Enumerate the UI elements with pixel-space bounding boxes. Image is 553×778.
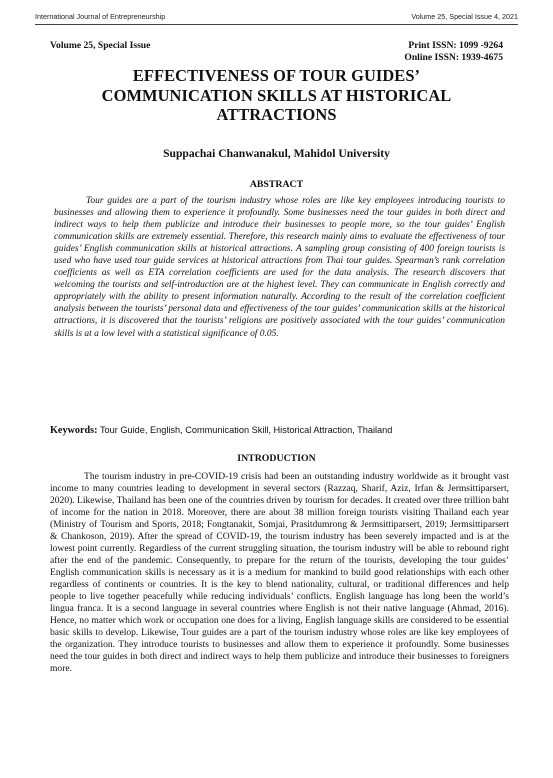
- volume-issue-year: Volume 25, Special Issue 4, 2021: [411, 12, 518, 21]
- title-line-1: EFFECTIVENESS OF TOUR GUIDES’: [132, 66, 421, 85]
- journal-name: International Journal of Entrepreneurship: [35, 12, 166, 21]
- abstract-heading: ABSTRACT: [249, 179, 304, 190]
- online-issn: Online ISSN: 1939-4675: [404, 52, 503, 63]
- author-affiliation: Suppachai Chanwanakul, Mahidol University: [163, 147, 390, 160]
- paper-title: [60, 66, 493, 125]
- keywords-line: [50, 425, 513, 436]
- running-header: [35, 12, 518, 21]
- issue-meta: [50, 40, 503, 64]
- title-line-2: COMMUNICATION SKILLS AT HISTORICAL: [101, 85, 452, 105]
- header-divider: [35, 24, 518, 25]
- title-line-3: ATTRACTIONS: [216, 105, 337, 124]
- keywords-label: Keywords:: [50, 425, 98, 436]
- issn-block: [404, 40, 503, 64]
- introduction-heading: INTRODUCTION: [237, 453, 316, 464]
- introduction-body: The tourism industry in pre-COVID-19 crisis had been an outstanding industry worldwide as it brought vast income to many countries leading to development in several sectors (Razzaq, Sharif, Aziz, Irfan & Jermsittiparsert, 2020). Likewise, Thailand has been one of the countries driven by tourism for decades. It created over three trillion baht of income for the nation in 2018. Moreover, there are about 38 million foreign tourists visiting Thailand each year (Ministry of Tourism and Sports, 2018; Fongtanakit, Somjai, Prasitdumrong & Jermsittiparsert, 2019; Jermsittiparsert & Chankoson, 2019). After the spread of COVID-19, the tourism industry has been severely impacted and is at the lowest point currently. Regardless of the current struggling situation, the tourism industry will be able to rebound right after the end of the pandemic. Consequently, to prepare for the return of the tourists, developing the tour guides’ English communication skills is necessary as it is a medium for mankind to build good relationships with each other regardless of continents or countries. It is the key to blend nationality, cultural, or traditional differences and help people to live together peacefully while reducing individuals’ conflicts. English language has long been the world’s lingua franca. It is a second language in several countries where English is not their native language (Ahmad, 2016). Hence, no matter which work or occupation one does for a living, English language skills are considered to be essential basic skills to develop. Likewise, Tour guides are a part of the tourism industry whose roles are like key employees of the organization. They introduce tourists to businesses and allow them to experience it profoundly. Some businesses need the tour guides in both direct and indirect ways to help them publicize and introduce their businesses to foreigners more.: [50, 471, 509, 674]
- volume-label: Volume 25, Special Issue: [50, 40, 151, 51]
- abstract-body: Tour guides are a part of the tourism industry whose roles are like key employees introducing tourists to businesses and allowing them to experience it profoundly. Some businesses need the tour guides in both direct and indirect ways to help them publicize and introduce their businesses to people more, so the tour guides’ English communication skills are extremely essential. Therefore, this research mainly aims to evaluate the effectiveness of tour guides’ English communication skills at historical attractions. A sampling group consisting of 400 foreign tourists is used who have used tour guide services at historical attractions from Thai tour guides. Spearman’s rank correlation coefficients as well as ETA correlation coefficients are used for the data analysis. The research discovers that welcoming the tourists and self-introduction are at the highest level. They can communicate in English correctly and appropriately with the ability to present information naturally. According to the result of the correlation coefficient analysis between the tourists’ personal data and effectiveness of the tour guides’ communication skills at the historical attractions, it is discovered that the tourists’ religions are positively associated with the tour guides’ communication skills is at a low level with a statistical significance of 0.05.: [54, 196, 505, 339]
- print-issn: Print ISSN: 1099 -9264: [408, 40, 503, 51]
- keywords-list: Tour Guide, English, Communication Skill, Historical Attraction, Thailand: [99, 425, 393, 435]
